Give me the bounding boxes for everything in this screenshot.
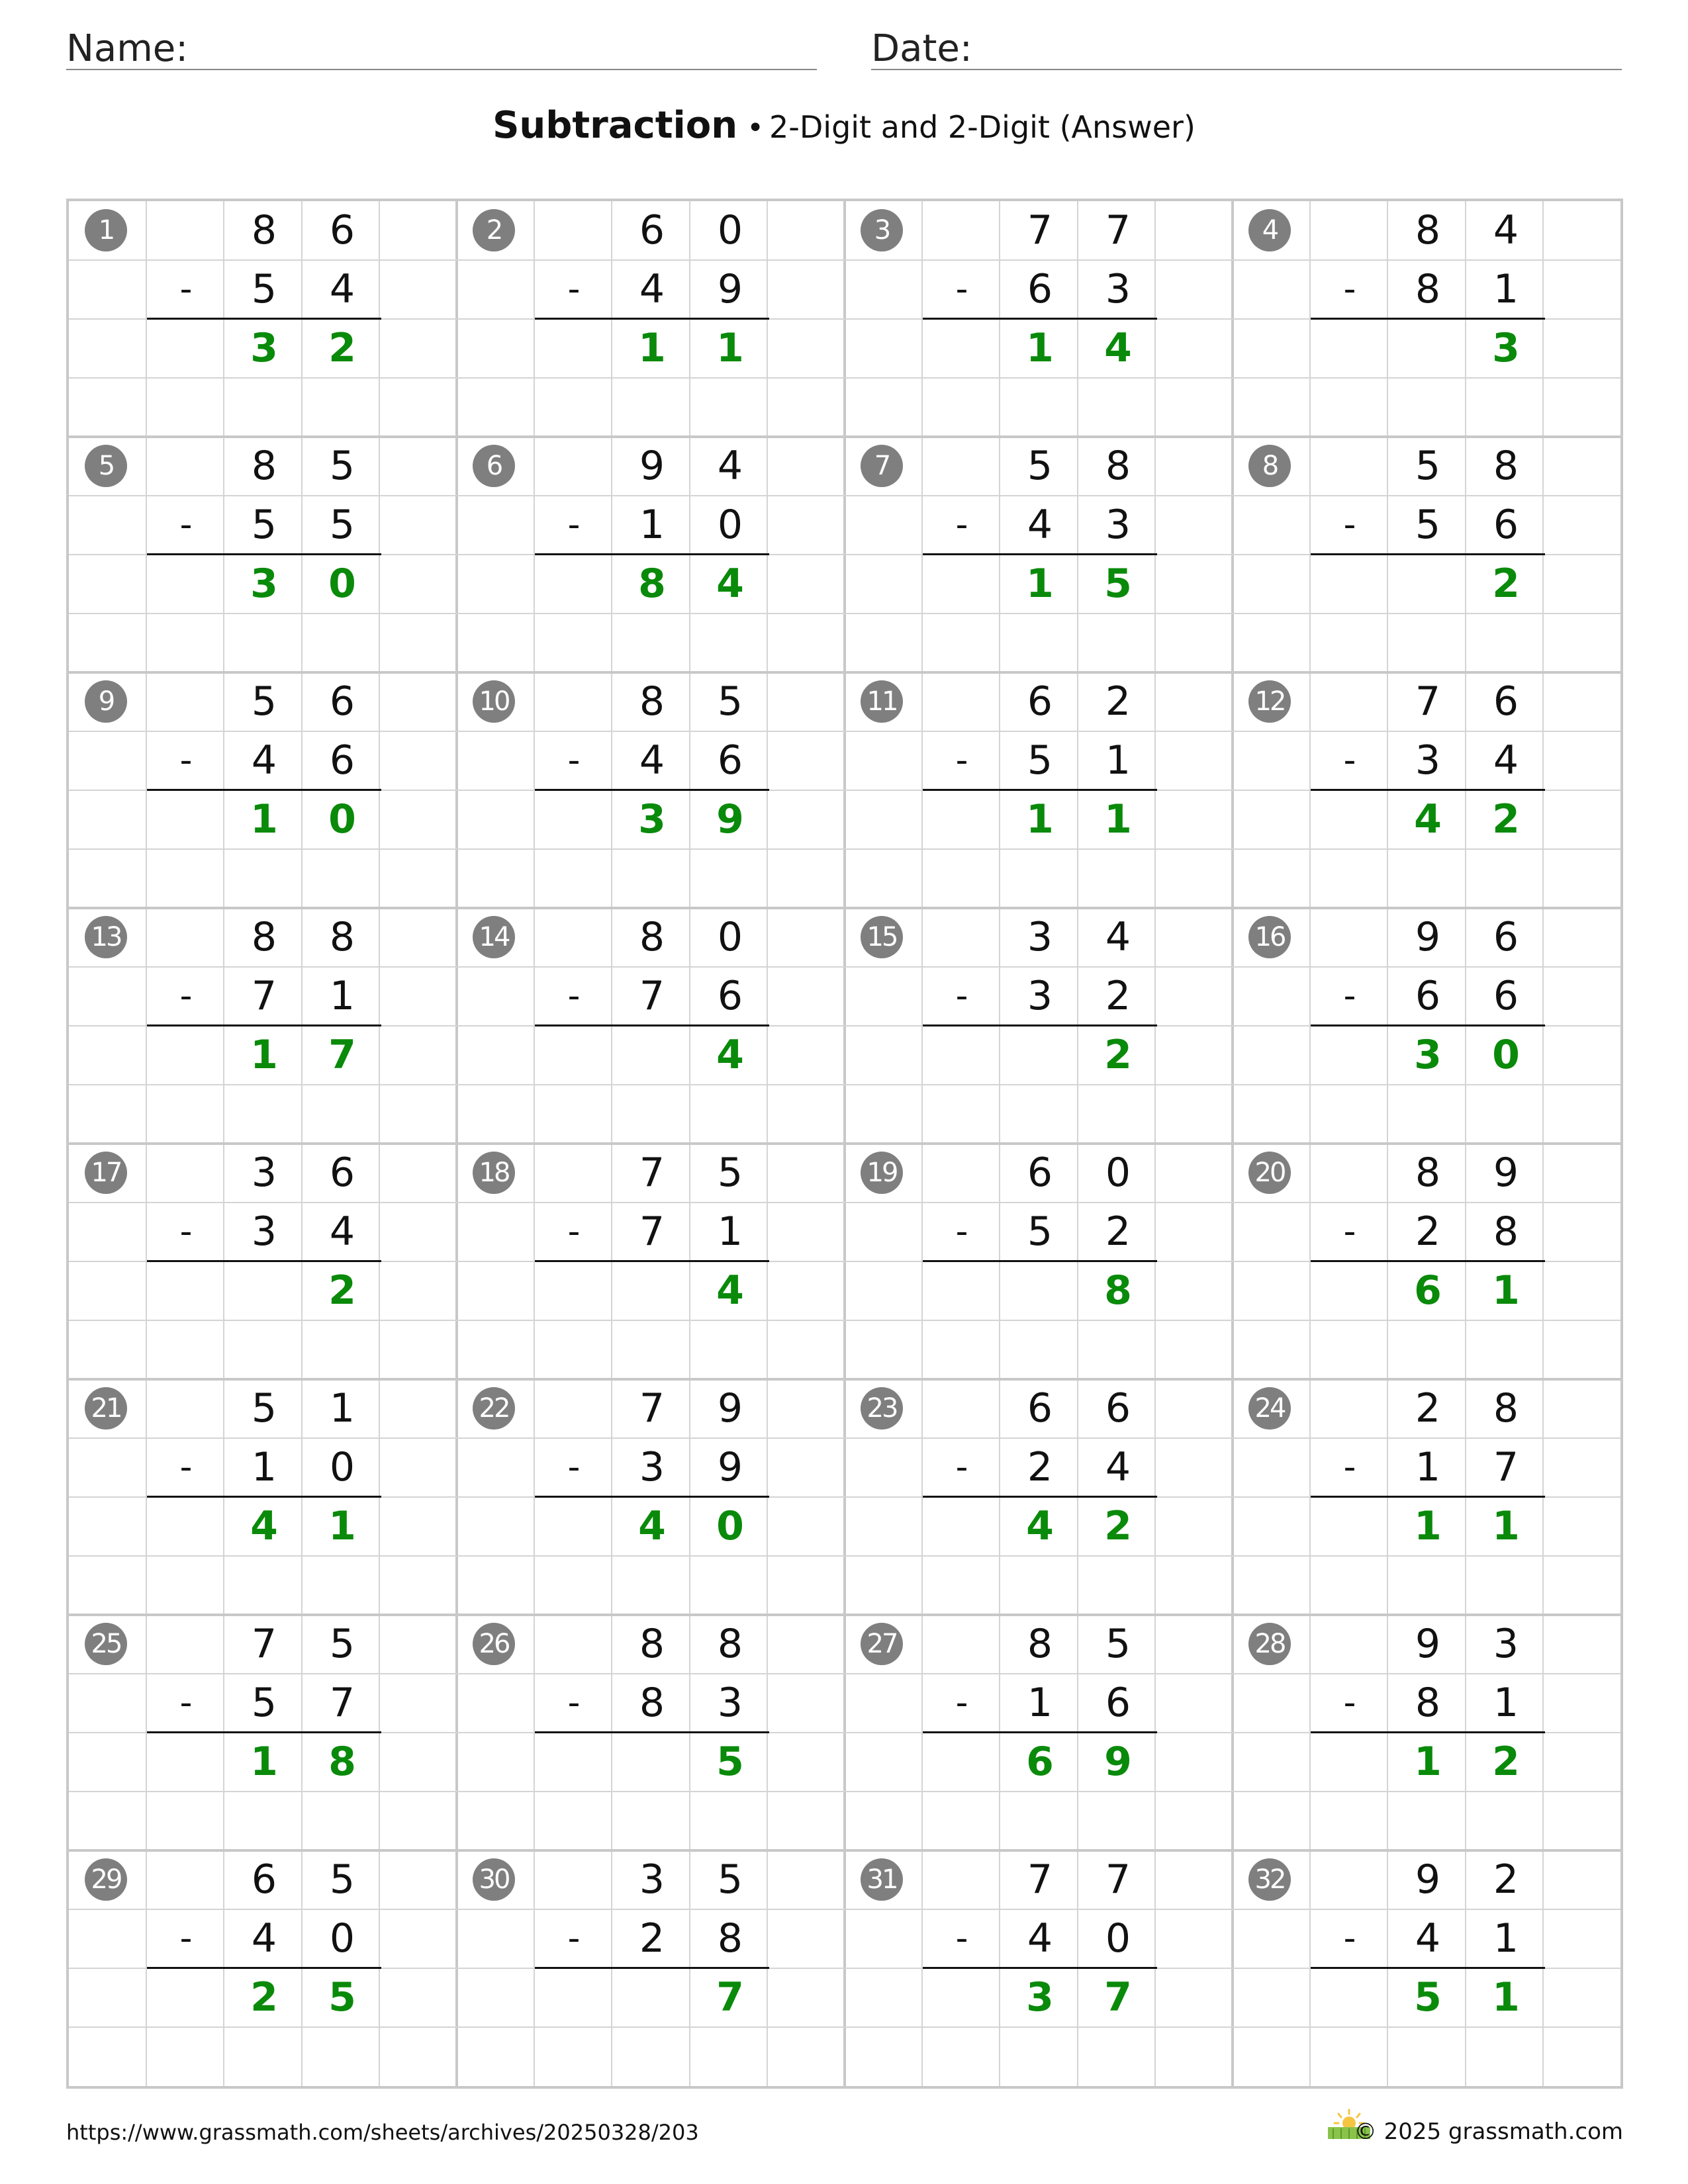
subtrahend-tens: 5 [251, 502, 277, 548]
subtrahend-tens: 4 [251, 737, 277, 784]
problem-number-badge: 8 [1248, 445, 1291, 487]
subtrahend-tens: 5 [251, 1680, 277, 1726]
problem-number-badge: 16 [1248, 916, 1291, 958]
problem-number-badge: 10 [473, 680, 515, 723]
minuend-ones: 5 [717, 1856, 743, 1903]
minuend-tens: 6 [1027, 678, 1053, 725]
minus-sign: - [1343, 976, 1356, 1016]
subtrahend-ones: 0 [329, 1915, 355, 1962]
answer-tens: 4 [1414, 796, 1442, 842]
problem [457, 1850, 846, 2087]
minuend-ones: 2 [1493, 1856, 1519, 1903]
minuend-ones: 5 [329, 1621, 355, 1667]
subtrahend-tens: 2 [639, 1915, 665, 1962]
minuend-tens: 5 [1415, 443, 1441, 489]
answer-ones: 9 [716, 796, 744, 842]
minus-sign: - [567, 505, 581, 545]
problem [69, 201, 458, 437]
problem [845, 1144, 1234, 1380]
minuend-tens: 7 [639, 1385, 665, 1432]
minuend-ones: 3 [1493, 1621, 1519, 1667]
answer-tens: 6 [1414, 1267, 1442, 1314]
subtrahend-ones: 8 [1493, 1208, 1519, 1255]
subtrahend-ones: 6 [1493, 973, 1519, 1019]
answer-tens [1001, 1026, 1079, 1085]
subtrahend-ones: 0 [717, 502, 743, 548]
minuend-ones: 0 [717, 207, 743, 253]
answer-tens [613, 1968, 691, 2027]
answer-ones: 2 [1104, 1503, 1132, 1549]
minus-sign: - [567, 269, 581, 309]
subtrahend-tens: 2 [1415, 1208, 1441, 1255]
subtrahend-tens: 3 [1415, 737, 1441, 784]
minuend-ones: 8 [1105, 443, 1131, 489]
subtrahend-ones: 1 [1493, 266, 1519, 312]
answer-tens: 3 [1026, 1974, 1054, 2021]
minus-sign: - [1343, 505, 1356, 545]
minuend-tens: 8 [639, 914, 665, 960]
minuend-ones: 1 [329, 1385, 355, 1432]
minuend-ones: 5 [329, 443, 355, 489]
subtrahend-tens: 1 [1027, 1680, 1053, 1726]
minuend-ones: 2 [1105, 678, 1131, 725]
problem-number-badge: 3 [861, 209, 903, 251]
minuend-tens: 6 [251, 1856, 277, 1903]
name-field[interactable] [66, 24, 817, 70]
minus-sign: - [567, 1683, 581, 1723]
title-main: Subtraction [492, 104, 738, 147]
subtrahend-tens: 7 [251, 973, 277, 1019]
subtrahend-tens: 6 [1027, 266, 1053, 312]
minuend-ones: 0 [717, 914, 743, 960]
answer-ones: 0 [328, 796, 356, 842]
subtrahend-tens: 4 [639, 737, 665, 784]
answer-tens [1389, 555, 1467, 614]
minuend-ones: 9 [1493, 1150, 1519, 1196]
problem [457, 1615, 846, 1851]
answer-ones: 3 [1492, 325, 1520, 371]
minuend-tens: 9 [1415, 1621, 1441, 1667]
minus-sign: - [567, 741, 581, 780]
minuend-ones: 6 [329, 1150, 355, 1196]
answer-tens [225, 1261, 303, 1320]
minuend-tens: 5 [251, 1385, 277, 1432]
answer-ones: 8 [1104, 1267, 1132, 1314]
minus-sign: - [1343, 1212, 1356, 1251]
subtrahend-ones: 5 [329, 502, 355, 548]
minuend-tens: 8 [251, 914, 277, 960]
minus-sign: - [179, 269, 193, 309]
minuend-ones: 0 [1105, 1150, 1131, 1196]
minuend-tens: 7 [639, 1150, 665, 1196]
answer-tens [1001, 1261, 1079, 1320]
minuend-ones: 8 [717, 1621, 743, 1667]
minus-sign: - [955, 1212, 968, 1251]
problem-number-badge: 26 [473, 1623, 515, 1665]
answer-ones: 4 [716, 561, 744, 607]
minuend-tens: 7 [1415, 678, 1441, 725]
worksheet-title [0, 104, 1688, 147]
problem-number-badge: 21 [85, 1387, 127, 1430]
subtrahend-tens: 5 [1027, 737, 1053, 784]
minus-sign: - [1343, 741, 1356, 780]
minus-sign: - [179, 1683, 193, 1723]
problem [1233, 1850, 1622, 2087]
subtrahend-tens: 6 [1415, 973, 1441, 1019]
answer-ones: 2 [1104, 1032, 1132, 1078]
answer-ones: 1 [1104, 796, 1132, 842]
problem [457, 1379, 846, 1615]
problem-number-badge: 19 [861, 1152, 903, 1194]
answer-ones: 8 [328, 1739, 356, 1785]
answer-ones: 7 [328, 1032, 356, 1078]
answer-tens: 5 [1414, 1974, 1442, 2021]
answer-tens: 4 [250, 1503, 278, 1549]
minus-sign: - [567, 1447, 581, 1487]
answer-tens: 2 [250, 1974, 278, 2021]
problem-number-badge: 28 [1248, 1623, 1291, 1665]
subtrahend-ones: 9 [717, 266, 743, 312]
problem [457, 672, 846, 909]
minuend-tens: 2 [1415, 1385, 1441, 1432]
answer-tens: 3 [250, 561, 278, 607]
subtrahend-tens: 5 [1027, 1208, 1053, 1255]
subtrahend-ones: 3 [1105, 266, 1131, 312]
minuend-ones: 8 [1493, 443, 1519, 489]
problem-number-badge: 25 [85, 1623, 127, 1665]
minus-sign: - [955, 269, 968, 309]
answer-ones: 1 [1492, 1503, 1520, 1549]
minuend-tens: 5 [251, 678, 277, 725]
problem [69, 1144, 458, 1380]
answer-tens: 1 [250, 1739, 278, 1785]
minuend-ones: 8 [1493, 1385, 1519, 1432]
answer-ones: 4 [716, 1267, 744, 1314]
minuend-tens: 8 [639, 678, 665, 725]
problem-number-badge: 31 [861, 1858, 903, 1901]
answer-ones: 5 [716, 1739, 744, 1785]
minuend-ones: 7 [1105, 1856, 1131, 1903]
minus-sign: - [179, 1919, 193, 1958]
problem [1233, 1615, 1622, 1851]
subtrahend-ones: 1 [329, 973, 355, 1019]
problem [457, 437, 846, 673]
minuend-tens: 6 [639, 207, 665, 253]
minuend-ones: 6 [329, 207, 355, 253]
subtrahend-ones: 7 [1493, 1444, 1519, 1490]
problem-number-badge: 4 [1248, 209, 1291, 251]
subtrahend-tens: 1 [251, 1444, 277, 1490]
subtrahend-ones: 2 [1105, 973, 1131, 1019]
answer-ones: 2 [328, 1267, 356, 1314]
footer-url: https://www.grassmath.com/sheets/archives/20250328/203 [66, 2120, 699, 2145]
minus-sign: - [1343, 1447, 1356, 1487]
answer-tens: 1 [250, 796, 278, 842]
subtrahend-tens: 5 [251, 266, 277, 312]
minus-sign: - [1343, 1683, 1356, 1723]
minuend-tens: 8 [251, 443, 277, 489]
minuend-ones: 5 [717, 1150, 743, 1196]
problem-number-badge: 13 [85, 916, 127, 958]
problem-number-badge: 7 [861, 445, 903, 487]
problem [457, 1144, 846, 1380]
answer-tens: 3 [1414, 1032, 1442, 1078]
subtrahend-ones: 4 [329, 266, 355, 312]
minus-sign: - [955, 1683, 968, 1723]
answer-ones: 1 [1492, 1974, 1520, 2021]
problem [1233, 437, 1622, 673]
answer-tens: 3 [250, 325, 278, 371]
subtrahend-ones: 6 [717, 973, 743, 1019]
subtrahend-tens: 3 [251, 1208, 277, 1255]
answer-ones: 1 [1492, 1267, 1520, 1314]
minuend-tens: 9 [639, 443, 665, 489]
minuend-tens: 7 [1027, 1856, 1053, 1903]
problem [845, 437, 1234, 673]
problem [69, 1850, 458, 2087]
answer-ones: 5 [328, 1974, 356, 2021]
answer-ones: 5 [1104, 561, 1132, 607]
minuend-ones: 6 [1493, 678, 1519, 725]
problem [845, 908, 1234, 1144]
answer-tens: 1 [250, 1032, 278, 1078]
answer-tens [613, 1026, 691, 1085]
subtrahend-ones: 6 [1493, 502, 1519, 548]
problem-number-badge: 5 [85, 445, 127, 487]
answer-tens: 4 [638, 1503, 666, 1549]
answer-tens [613, 1261, 691, 1320]
answer-ones: 2 [1492, 796, 1520, 842]
answer-tens [613, 1733, 691, 1792]
answer-tens: 1 [1026, 325, 1054, 371]
minuend-tens: 3 [251, 1150, 277, 1196]
minuend-tens: 8 [639, 1621, 665, 1667]
answer-ones: 2 [1492, 1739, 1520, 1785]
problem-number-badge: 17 [85, 1152, 127, 1194]
minus-sign: - [1343, 1919, 1356, 1958]
problem [845, 201, 1234, 437]
subtrahend-tens: 2 [1027, 1444, 1053, 1490]
subtrahend-ones: 3 [1105, 502, 1131, 548]
minuend-ones: 5 [717, 678, 743, 725]
answer-tens: 8 [638, 561, 666, 607]
problem [845, 1615, 1234, 1851]
minuend-tens: 9 [1415, 914, 1441, 960]
subtrahend-tens: 3 [639, 1444, 665, 1490]
problem-number-badge: 32 [1248, 1858, 1291, 1901]
problem-number-badge: 24 [1248, 1387, 1291, 1430]
subtrahend-tens: 4 [251, 1915, 277, 1962]
problem [69, 1379, 458, 1615]
answer-ones: 2 [1492, 561, 1520, 607]
minuend-ones: 6 [1493, 914, 1519, 960]
problem-number-badge: 27 [861, 1623, 903, 1665]
problem-number-badge: 6 [473, 445, 515, 487]
answer-ones: 0 [328, 561, 356, 607]
subtrahend-tens: 4 [1027, 1915, 1053, 1962]
problem-number-badge: 9 [85, 680, 127, 723]
minuend-tens: 6 [1027, 1385, 1053, 1432]
answer-ones: 4 [1104, 325, 1132, 371]
minuend-ones: 4 [1493, 207, 1519, 253]
answer-ones: 9 [1104, 1739, 1132, 1785]
problem [845, 1850, 1234, 2087]
minus-sign: - [955, 741, 968, 780]
subtrahend-ones: 6 [329, 737, 355, 784]
problem [457, 908, 846, 1144]
minus-sign: - [179, 741, 193, 780]
minuend-ones: 5 [329, 1856, 355, 1903]
answer-ones: 7 [1104, 1974, 1132, 2021]
footer-copyright: © 2025 grassmath.com [1354, 2118, 1623, 2145]
answer-tens: 1 [1414, 1503, 1442, 1549]
minus-sign: - [955, 1447, 968, 1487]
problem [457, 201, 846, 437]
answer-ones: 4 [716, 1032, 744, 1078]
answer-ones: 0 [716, 1503, 744, 1549]
minuend-ones: 6 [329, 678, 355, 725]
problem-number-badge: 14 [473, 916, 515, 958]
minuend-tens: 7 [251, 1621, 277, 1667]
subtrahend-ones: 4 [329, 1208, 355, 1255]
problem [69, 908, 458, 1144]
minuend-ones: 5 [1105, 1621, 1131, 1667]
title-separator: • [747, 111, 765, 145]
problem-number-badge: 18 [473, 1152, 515, 1194]
problem [845, 672, 1234, 909]
minus-sign: - [955, 505, 968, 545]
problem [69, 672, 458, 909]
subtrahend-ones: 0 [329, 1444, 355, 1490]
problem-number-badge: 23 [861, 1387, 903, 1430]
answer-tens: 6 [1026, 1739, 1054, 1785]
subtrahend-ones: 6 [1105, 1680, 1131, 1726]
subtrahend-ones: 3 [717, 1680, 743, 1726]
minus-sign: - [179, 1212, 193, 1251]
problem [1233, 672, 1622, 909]
answer-ones: 0 [1492, 1032, 1520, 1078]
subtrahend-tens: 8 [639, 1680, 665, 1726]
subtrahend-tens: 4 [1415, 1915, 1441, 1962]
minus-sign: - [567, 1919, 581, 1958]
minus-sign: - [567, 976, 581, 1016]
minuend-ones: 9 [717, 1385, 743, 1432]
answer-tens: 3 [638, 796, 666, 842]
answer-ones: 2 [328, 325, 356, 371]
subtrahend-ones: 9 [717, 1444, 743, 1490]
date-field[interactable] [871, 24, 1622, 70]
problem [69, 1615, 458, 1851]
minuend-tens: 9 [1415, 1856, 1441, 1903]
answer-tens: 1 [638, 325, 666, 371]
subtrahend-tens: 4 [639, 266, 665, 312]
subtrahend-tens: 8 [1415, 266, 1441, 312]
minuend-ones: 4 [1105, 914, 1131, 960]
minuend-tens: 8 [1027, 1621, 1053, 1667]
minuend-tens: 8 [1415, 1150, 1441, 1196]
problem-number-badge: 11 [861, 680, 903, 723]
subtrahend-tens: 7 [639, 973, 665, 1019]
problem-number-badge: 15 [861, 916, 903, 958]
minuend-tens: 8 [1415, 207, 1441, 253]
answer-tens: 4 [1026, 1503, 1054, 1549]
problem-number-badge: 20 [1248, 1152, 1291, 1194]
minus-sign: - [179, 1447, 193, 1487]
minuend-ones: 6 [1105, 1385, 1131, 1432]
subtrahend-tens: 1 [1415, 1444, 1441, 1490]
subtrahend-ones: 7 [329, 1680, 355, 1726]
minus-sign: - [567, 1212, 581, 1251]
answer-tens [1389, 319, 1467, 378]
problem [1233, 1144, 1622, 1380]
answer-tens: 1 [1026, 796, 1054, 842]
subtrahend-tens: 3 [1027, 973, 1053, 1019]
problem-number-badge: 29 [85, 1858, 127, 1901]
minuend-ones: 8 [329, 914, 355, 960]
subtrahend-tens: 8 [1415, 1680, 1441, 1726]
problem-number-badge: 1 [85, 209, 127, 251]
problem-grid [66, 199, 1623, 2089]
problem-number-badge: 30 [473, 1858, 515, 1901]
minus-sign: - [1343, 269, 1356, 309]
minus-sign: - [955, 976, 968, 1016]
minuend-tens: 7 [1027, 207, 1053, 253]
minuend-tens: 3 [1027, 914, 1053, 960]
answer-ones: 1 [328, 1503, 356, 1549]
minuend-tens: 3 [639, 1856, 665, 1903]
subtrahend-ones: 0 [1105, 1915, 1131, 1962]
answer-ones: 7 [716, 1974, 744, 2021]
subtrahend-tens: 7 [639, 1208, 665, 1255]
subtrahend-ones: 6 [717, 737, 743, 784]
problem [845, 1379, 1234, 1615]
minuend-tens: 5 [1027, 443, 1053, 489]
subtrahend-ones: 1 [1493, 1680, 1519, 1726]
minuend-ones: 4 [717, 443, 743, 489]
subtrahend-tens: 4 [1027, 502, 1053, 548]
subtrahend-ones: 1 [717, 1208, 743, 1255]
subtrahend-ones: 2 [1105, 1208, 1131, 1255]
minus-sign: - [955, 1919, 968, 1958]
problem [1233, 908, 1622, 1144]
problem-number-badge: 2 [473, 209, 515, 251]
subtrahend-tens: 1 [639, 502, 665, 548]
answer-tens: 1 [1414, 1739, 1442, 1785]
subtrahend-ones: 4 [1105, 1444, 1131, 1490]
problem-number-badge: 22 [473, 1387, 515, 1430]
minus-sign: - [179, 976, 193, 1016]
date-label: Date: [871, 27, 972, 70]
problem [1233, 201, 1622, 437]
subtrahend-ones: 4 [1493, 737, 1519, 784]
subtrahend-ones: 1 [1493, 1915, 1519, 1962]
minuend-tens: 6 [1027, 1150, 1053, 1196]
minus-sign: - [179, 505, 193, 545]
name-label: Name: [66, 27, 189, 70]
minuend-ones: 7 [1105, 207, 1131, 253]
title-subtitle: 2-Digit and 2-Digit (Answer) [769, 109, 1196, 145]
answer-tens: 1 [1026, 561, 1054, 607]
problem [69, 437, 458, 673]
problem-number-badge: 12 [1248, 680, 1291, 723]
subtrahend-tens: 5 [1415, 502, 1441, 548]
minuend-tens: 8 [251, 207, 277, 253]
subtrahend-ones: 1 [1105, 737, 1131, 784]
problem [1233, 1379, 1622, 1615]
subtrahend-ones: 8 [717, 1915, 743, 1962]
answer-ones: 1 [716, 325, 744, 371]
